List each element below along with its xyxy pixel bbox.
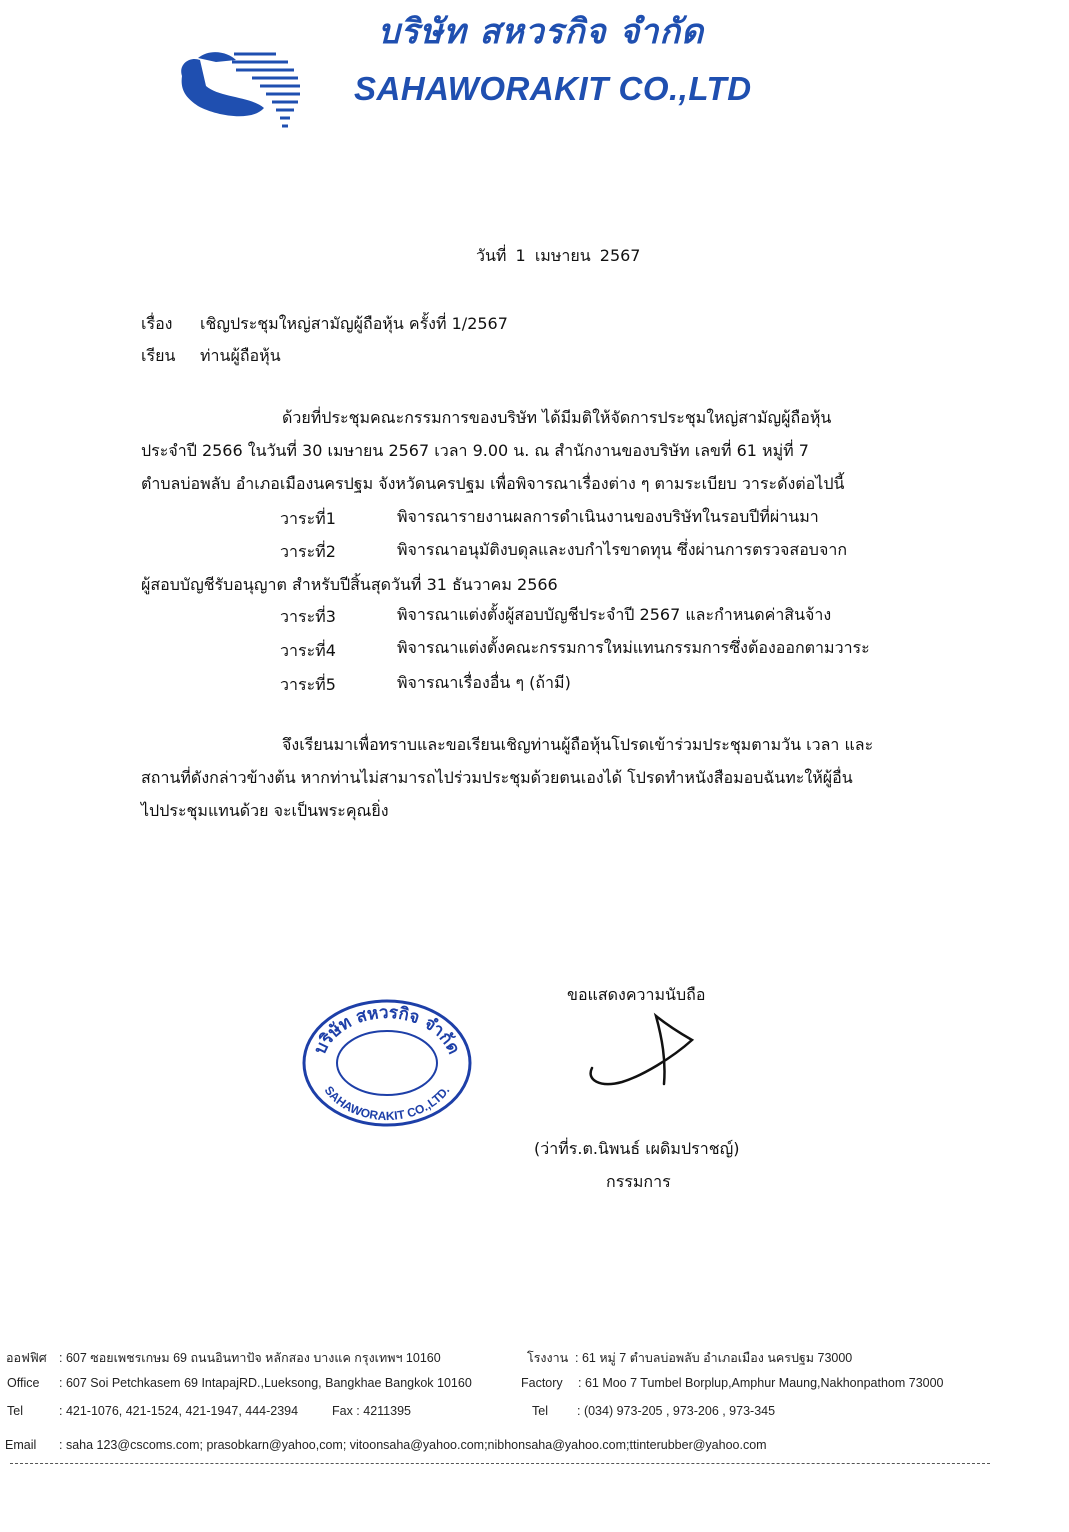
agenda-number: วาระที่1 [280,509,336,528]
svg-text:SAHAWORAKIT CO.,LTD. [322,1083,453,1123]
agenda-number: วาระที่2 [280,542,336,561]
subject-text: เชิญประชุมใหญ่สามัญผู้ถือหุ้น ครั้งที่ 1/2567 [200,314,508,333]
footer-factory-address: : 61 Moo 7 Tumbel Borplup,Amphur Maung,Nakhonpathom 73000 [578,1376,944,1390]
agenda-2-continuation: ผู้สอบบัญชีรับอนุญาต สำหรับปีสิ้นสุดวันที่ 31 ธันวาคม 2566 [141,575,558,594]
agenda-text: พิจารณาแต่งตั้งผู้สอบบัญชีประจำปี 2567 และกำหนดค่าสินจ้าง [397,605,832,624]
agenda-number: วาระที่3 [280,607,336,626]
footer-email-label: Email [5,1438,37,1452]
footer-office-address: : 607 Soi Petchkasem 69 IntapajRD.,Lueksong, Bangkhae Bangkok 10160 [59,1376,472,1390]
letter-date: วันที่ 1 เมษายน 2567 [476,246,641,265]
footer-factory-label: Factory [521,1376,563,1390]
agenda-text: พิจารณาอนุมัติงบดุลและงบกำไรขาดทุน ซึ่งผ่านการตรวจสอบจาก [397,540,848,559]
footer-factory-thai-label: โรงงาน [527,1351,569,1365]
agenda-text: พิจารณาเรื่องอื่น ๆ (ถ้ามี) [397,673,571,692]
agenda-number: วาระที่5 [280,675,336,694]
footer-office-thai: : 607 ซอยเพชรเกษม 69 ถนนอินทาปัจ หลักสอง บางแค กรุงเทพฯ 10160 [59,1351,441,1365]
footer-dashed-divider [10,1463,990,1464]
footer-factory-tel-label: Tel [532,1404,548,1418]
footer-tel-label: Tel [7,1404,23,1418]
paragraph-2-line-1: จึงเรียนมาเพื่อทราบและขอเรียนเชิญท่านผู้ถือหุ้นโปรดเข้าร่วมประชุมตามวัน เวลา และ [282,735,874,754]
recipient-label: เรียน [141,346,176,365]
footer-fax: Fax : 4211395 [332,1404,411,1418]
company-name-thai: บริษัท สหวรกิจ จำกัด [378,12,705,52]
agenda-text: พิจารณาแต่งตั้งคณะกรรมการใหม่แทนกรรมการซึ่งต้องออกตามวาระ [397,638,870,657]
footer-factory-thai: : 61 หมู่ 7 ตำบลบ่อพลับ อำเภอเมือง นครปฐม 73000 [575,1351,853,1365]
footer-office-thai-label: ออฟฟิศ [6,1351,47,1365]
recipient-text: ท่านผู้ถือหุ้น [200,346,281,365]
paragraph-1-line-1: ด้วยที่ประชุมคณะกรรมการของบริษัท ได้มีมติให้จัดการประชุมใหญ่สามัญผู้ถือหุ้น [282,408,832,427]
signer-name: (ว่าที่ร.ต.นิพนธ์ เผดิมปราชญ์) [534,1139,740,1158]
company-seal-icon [300,998,474,1128]
footer-office-label: Office [7,1376,40,1390]
seal-text-english: SAHAWORAKIT CO.,LTD. [321,1083,453,1124]
company-name-english: SAHAWORAKIT CO.,LTD [354,70,752,107]
footer-email: : saha 123@cscoms.com; prasobkarn@yahoo,com; vitoonsaha@yahoo.com;nibhonsaha@yahoo.com;ttinterubber@yahoo.com [59,1438,767,1452]
footer-factory-tel: : (034) 973-205 , 973-206 , 973-345 [577,1404,776,1418]
agenda-number: วาระที่4 [280,641,336,660]
seal-text-thai: บริษัท สหวรกิจ จำกัด [310,1002,464,1058]
signature-icon [582,1010,702,1100]
company-logo-icon [176,46,308,138]
paragraph-1-line-3: ตำบลบ่อพลับ อำเภอเมืองนครปฐม จังหวัดนครปฐม เพื่อพิจารณาเรื่องต่าง ๆ ตามระเบียบ วาระดังต่อไปนี้ [141,474,845,493]
agenda-text: พิจารณารายงานผลการดำเนินงานของบริษัทในรอบปีที่ผ่านมา [397,507,819,526]
paragraph-2-line-3: ไปประชุมแทนด้วย จะเป็นพระคุณยิ่ง [141,801,389,820]
signer-title: กรรมการ [606,1172,671,1191]
paragraph-1-line-2: ประจำปี 2566 ในวันที่ 30 เมษายน 2567 เวลา 9.00 น. ณ สำนักงานของบริษัท เลขที่ 61 หมู่ที่ 7 [141,441,809,460]
subject-label: เรื่อง [141,314,173,333]
closing-phrase: ขอแสดงความนับถือ [567,985,706,1004]
footer-tel: : 421-1076, 421-1524, 421-1947, 444-2394 [59,1404,299,1418]
paragraph-2-line-2: สถานที่ดังกล่าวข้างต้น หากท่านไม่สามารถไปร่วมประชุมด้วยตนเองได้ โปรดทำหนังสือมอบฉันทะให้ผู้อื่น [141,768,853,787]
